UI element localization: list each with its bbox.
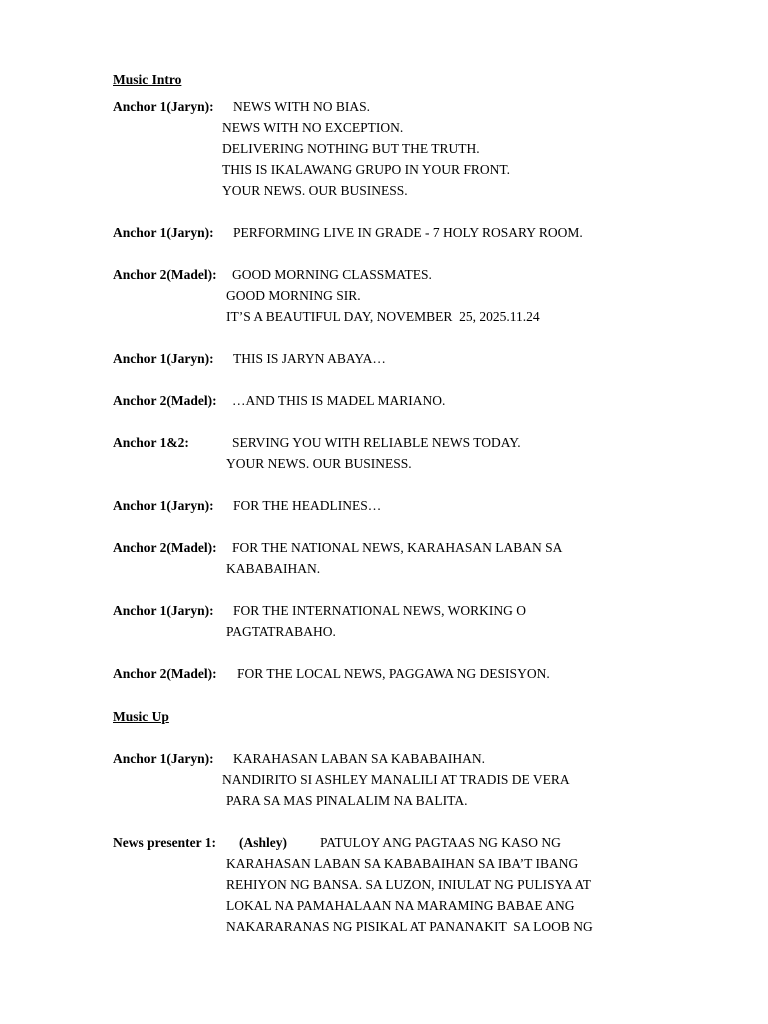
speaker-label: Anchor 2(Madel):: [113, 666, 217, 681]
script-line: THIS IS JARYN ABAYA…: [233, 351, 386, 366]
speaker-label: Anchor 1(Jaryn):: [113, 751, 214, 766]
script-line: …AND THIS IS MADEL MARIANO.: [232, 393, 446, 408]
section-heading-music-intro: Music Intro: [113, 72, 182, 87]
speaker-name: (Ashley): [239, 835, 287, 850]
script-line: NEWS WITH NO BIAS.: [233, 99, 370, 114]
script-line: FOR THE INTERNATIONAL NEWS, WORKING O: [233, 603, 526, 618]
script-line: REHIYON NG BANSA. SA LUZON, INIULAT NG PULISYA AT: [226, 877, 592, 892]
script-line: NEWS WITH NO EXCEPTION.: [222, 120, 404, 135]
script-line: KABABAIHAN.: [226, 561, 321, 576]
speaker-label: Anchor 2(Madel):: [113, 393, 217, 408]
script-line: DELIVERING NOTHING BUT THE TRUTH.: [222, 141, 480, 156]
speaker-label: Anchor 1(Jaryn):: [113, 498, 214, 513]
speaker-label: Anchor 2(Madel):: [113, 267, 217, 282]
script-line: GOOD MORNING CLASSMATES.: [232, 267, 432, 282]
script-line: LOKAL NA PAMAHALAAN NA MARAMING BABAE ANG: [226, 898, 575, 913]
script-line: FOR THE HEADLINES…: [233, 498, 382, 513]
speaker-label: Anchor 1(Jaryn):: [113, 225, 214, 240]
script-line: FOR THE LOCAL NEWS, PAGGAWA NG DESISYON.: [237, 666, 550, 681]
script-line: GOOD MORNING SIR.: [226, 288, 361, 303]
script-line: SERVING YOU WITH RELIABLE NEWS TODAY.: [232, 435, 521, 450]
section-heading-music-up: Music Up: [113, 709, 169, 724]
speaker-label: Anchor 1(Jaryn):: [113, 351, 214, 366]
speaker-label: Anchor 2(Madel):: [113, 540, 217, 555]
script-line: THIS IS IKALAWANG GRUPO IN YOUR FRONT.: [222, 162, 511, 177]
script-line: KARAHASAN LABAN SA KABABAIHAN.: [233, 751, 486, 766]
speaker-label: News presenter 1:: [113, 835, 216, 850]
speaker-label: Anchor 1(Jaryn):: [113, 99, 214, 114]
script-line: PAGTATRABAHO.: [226, 624, 336, 639]
script-line: PARA SA MAS PINALALIM NA BALITA.: [226, 793, 468, 808]
script-line: KARAHASAN LABAN SA KABABAIHAN SA IBA’T IBANG: [226, 856, 579, 871]
script-line: FOR THE NATIONAL NEWS, KARAHASAN LABAN SA: [232, 540, 563, 555]
script-line: YOUR NEWS. OUR BUSINESS.: [226, 456, 412, 471]
script-line: NAKARARANAS NG PISIKAL AT PANANAKIT SA LOOB NG: [226, 919, 593, 934]
speaker-label: Anchor 1(Jaryn):: [113, 603, 214, 618]
script-line: YOUR NEWS. OUR BUSINESS.: [222, 183, 408, 198]
script-line: PERFORMING LIVE IN GRADE - 7 HOLY ROSARY ROOM.: [233, 225, 583, 240]
script-line: PATULOY ANG PAGTAAS NG KASO NG: [320, 835, 561, 850]
speaker-label: Anchor 1&2:: [113, 435, 189, 450]
script-line: NANDIRITO SI ASHLEY MANALILI AT TRADIS DE VERA: [222, 772, 570, 787]
script-line: IT’S A BEAUTIFUL DAY, NOVEMBER 25, 2025.11.24: [226, 309, 540, 324]
